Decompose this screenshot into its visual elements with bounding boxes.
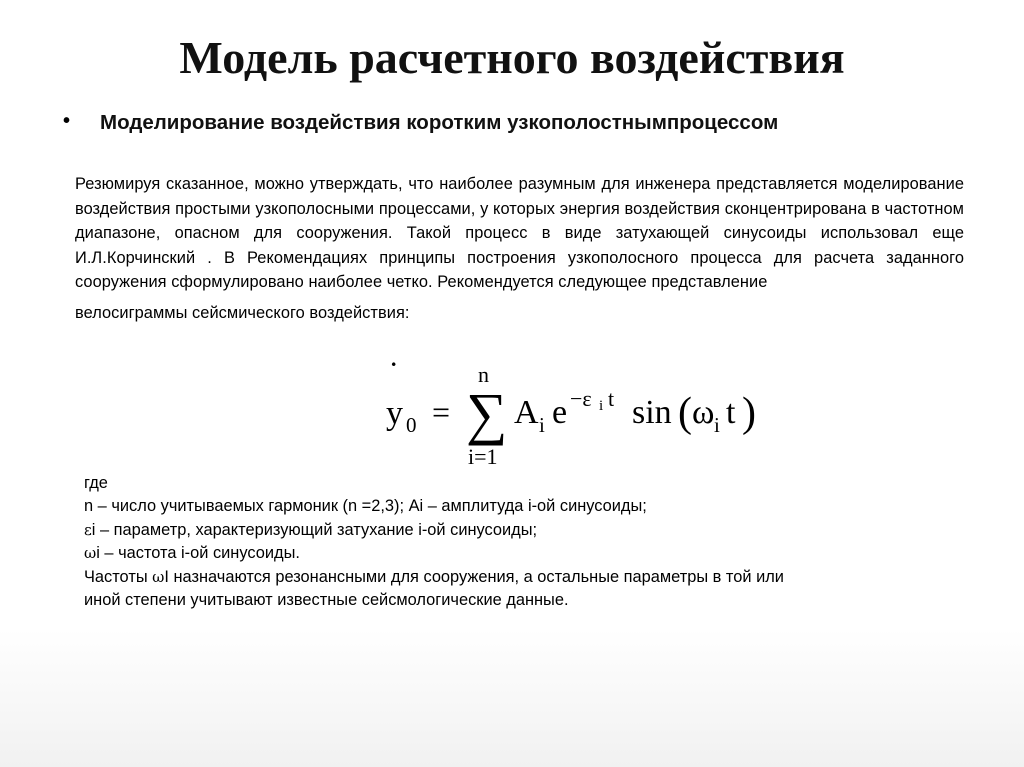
formula-sum-sign: ∑ bbox=[466, 381, 508, 446]
formula-sin: sin bbox=[632, 394, 672, 431]
subtitle-row bbox=[63, 108, 1003, 140]
definition-epsilon-text: i – параметр, характеризующий затухание i-ой синусоиды; bbox=[91, 520, 538, 539]
formula-lhs-dot: ˙ bbox=[388, 360, 400, 393]
definition-omega-text: i – частота i-ой синусоиды. bbox=[96, 544, 300, 563]
omega-symbol: ω bbox=[84, 544, 97, 563]
formula-omega: ω bbox=[692, 394, 715, 431]
intro-last-line: велосиграммы сейсмического воздействия: bbox=[75, 303, 410, 322]
frequencies-text-post: I назначаются резонансными для сооружения, а остальные параметры в той или bbox=[164, 567, 784, 586]
definition-omega bbox=[84, 542, 984, 565]
velocity-formula bbox=[384, 360, 784, 475]
bullet-marker: • bbox=[63, 110, 71, 132]
formula-exp-power: −ε bbox=[570, 386, 592, 411]
frequencies-text-pre: Частоты bbox=[84, 567, 153, 586]
formula-exp-power-subscript: i bbox=[599, 398, 604, 414]
definitions-block bbox=[84, 472, 984, 612]
formula-lhs-subscript: 0 bbox=[406, 413, 417, 437]
formula-exp-power-t: t bbox=[608, 386, 615, 411]
definition-n-and-ai: n – число учитываемых гармоник (n =2,3); Ai – амплитуда i-ой синусоиды; bbox=[84, 497, 647, 516]
formula-omega-subscript: i bbox=[714, 413, 720, 437]
formula-upper-limit: n bbox=[478, 362, 489, 387]
definition-seismological: иной степени учитывают известные сейсмологические данные. bbox=[84, 591, 569, 610]
definition-epsilon bbox=[84, 519, 984, 542]
formula-amplitude: A bbox=[514, 394, 539, 431]
formula-lhs-var: y bbox=[386, 395, 403, 432]
formula-paren-open: ( bbox=[678, 390, 692, 436]
formula-lower-limit: i=1 bbox=[468, 444, 498, 469]
formula-paren-close: ) bbox=[742, 390, 756, 436]
formula-svg bbox=[384, 360, 784, 475]
intro-paragraph bbox=[75, 172, 964, 326]
definition-frequencies bbox=[84, 566, 984, 589]
slide-title: Модель расчетного воздействия bbox=[179, 32, 845, 83]
slide-subtitle: Моделирование воздействия коротким узкополостнымпроцессом bbox=[100, 111, 779, 134]
definitions-where: где bbox=[84, 474, 108, 492]
formula-t: t bbox=[726, 394, 736, 431]
formula-equals: = bbox=[432, 394, 451, 430]
frequency-omega-symbol: ω bbox=[152, 567, 165, 586]
intro-text: Резюмируя сказанное, можно утверждать, что наиболее разумным для инженера представляется моделирование воздействия простыми узкополосными процессами, у которых энергия воздействия сконцентрирована в частотном диапазоне, опасном для сооружения. Такой процесс в виде затухающей синусоиды использовал еще И.Л.Корчинский . В Рекомендациях принципы построения узкополосного процесса для расчета заданного сооружения сформулировано наиболее четко. Рекомендуется следующее представление bbox=[75, 175, 964, 292]
formula-exp-base: e bbox=[552, 394, 568, 431]
epsilon-symbol: ε bbox=[84, 520, 92, 539]
formula-amplitude-subscript: i bbox=[539, 413, 545, 437]
